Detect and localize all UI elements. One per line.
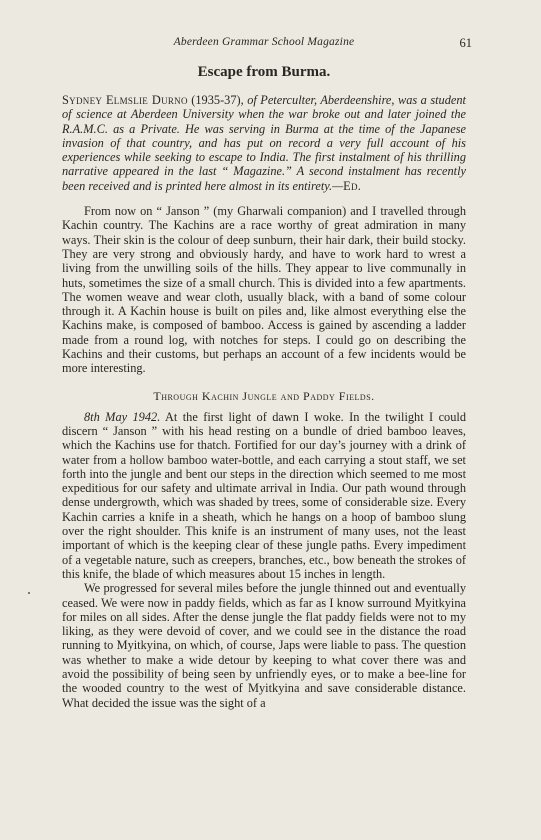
body-paragraph-3: We progressed for several miles before the jungle thinned out and eventually ceased. We were now in paddy fields, which as far as I know surround Myitkyina for miles on all sides. After the dense jungle the flat paddy fields were not to my liking, as they were devoid of cover, and we could see in the distance the road running to Myitkyina, on which, of course, Japs were liable to pass. The question was whether to make a wide detour by keeping to what cover there was and avoid the possibility of being seen by unfriendly eyes, or to make a bee-line for the wooded country to the west of Myitkyina and save considerable distance. What decided the issue was the sight of a xyxy=(62,581,466,710)
editorial-intro xyxy=(62,93,466,193)
page-number: 61 xyxy=(459,36,472,50)
intro-text: of Peterculter, Aberdeenshire, was a student of science at Aberdeen University when the war broke out and later joined the R.A.M.C. as a Private. He was serving in Burma at the time of the Japanese invasion of that country, and has put on record a very full account of his experiences while seeking to escape to India. The first instalment of his thrilling narrative appeared in the last “ Magazine.” A second instalment has recently been received and is printed here almost in its entirety.— xyxy=(62,93,466,193)
author-years: (1935-37), xyxy=(191,93,244,107)
margin-speck xyxy=(28,592,30,594)
editor-signature: Ed. xyxy=(343,178,362,193)
running-title: Aberdeen Grammar School Magazine xyxy=(173,36,355,48)
article xyxy=(62,64,466,710)
body-paragraph-2 xyxy=(62,410,466,582)
author-name: Sydney Elmslie Durno xyxy=(62,93,188,107)
article-title: Escape from Burma. xyxy=(197,64,331,80)
running-head xyxy=(62,36,472,52)
body-paragraph-1: From now on “ Janson ” (my Gharwali companion) and I travelled through Kachin country. The Kachins are a race worthy of great admiration in many ways. Their skin is the colour of deep sunburn, their hair dark, their build stocky. They are very strong and obviously hardy, and have to work hard to wrest a living from the unwilling soils of the hills. They appear to live communally in huts, sometimes the size of a small church. This is divided into a few apartments. The women weave and wear cloth, usually black, with a band of some colour through it. A Kachin house is built on piles and, like almost everything else the Kachins make, is composed of bamboo. Access is gained by ascending a ladder made from a round log, with notches for steps. I could go on describing the Kachins and their customs, but perhaps an account of a few incidents would be more interesting. xyxy=(62,204,466,376)
entry-text: At the first light of dawn I woke. In the twilight I could discern “ Janson ” with his head resting on a bundle of dried bamboo leaves, which the Kachins use for thatch. Fortified for our day’s journey with a drink of water from a hollow bamboo water-bottle, and each carrying a stout staff, we set forth into the jungle and bent our steps in the direction which seemed to me most expeditious for our safety and ultimate arrival in India. Our path wound through dense undergrowth, which was shaded by trees, some of considerable size. Every Kachin carries a knife in a sheath, which he hangs on a hoop of bamboo slung over the right shoulder. This knife is an instrument of many uses, not the least important of which is the keeping clear of these jungle paths. Every impediment of a vegetable nature, such as creepers, branches, etc., bow beneath the strokes of this knife, the blade of which measures about 15 inches in length. xyxy=(62,409,466,581)
section-heading: Through Kachin Jungle and Paddy Fields. xyxy=(153,388,375,403)
entry-date: 8th May 1942. xyxy=(84,409,161,424)
